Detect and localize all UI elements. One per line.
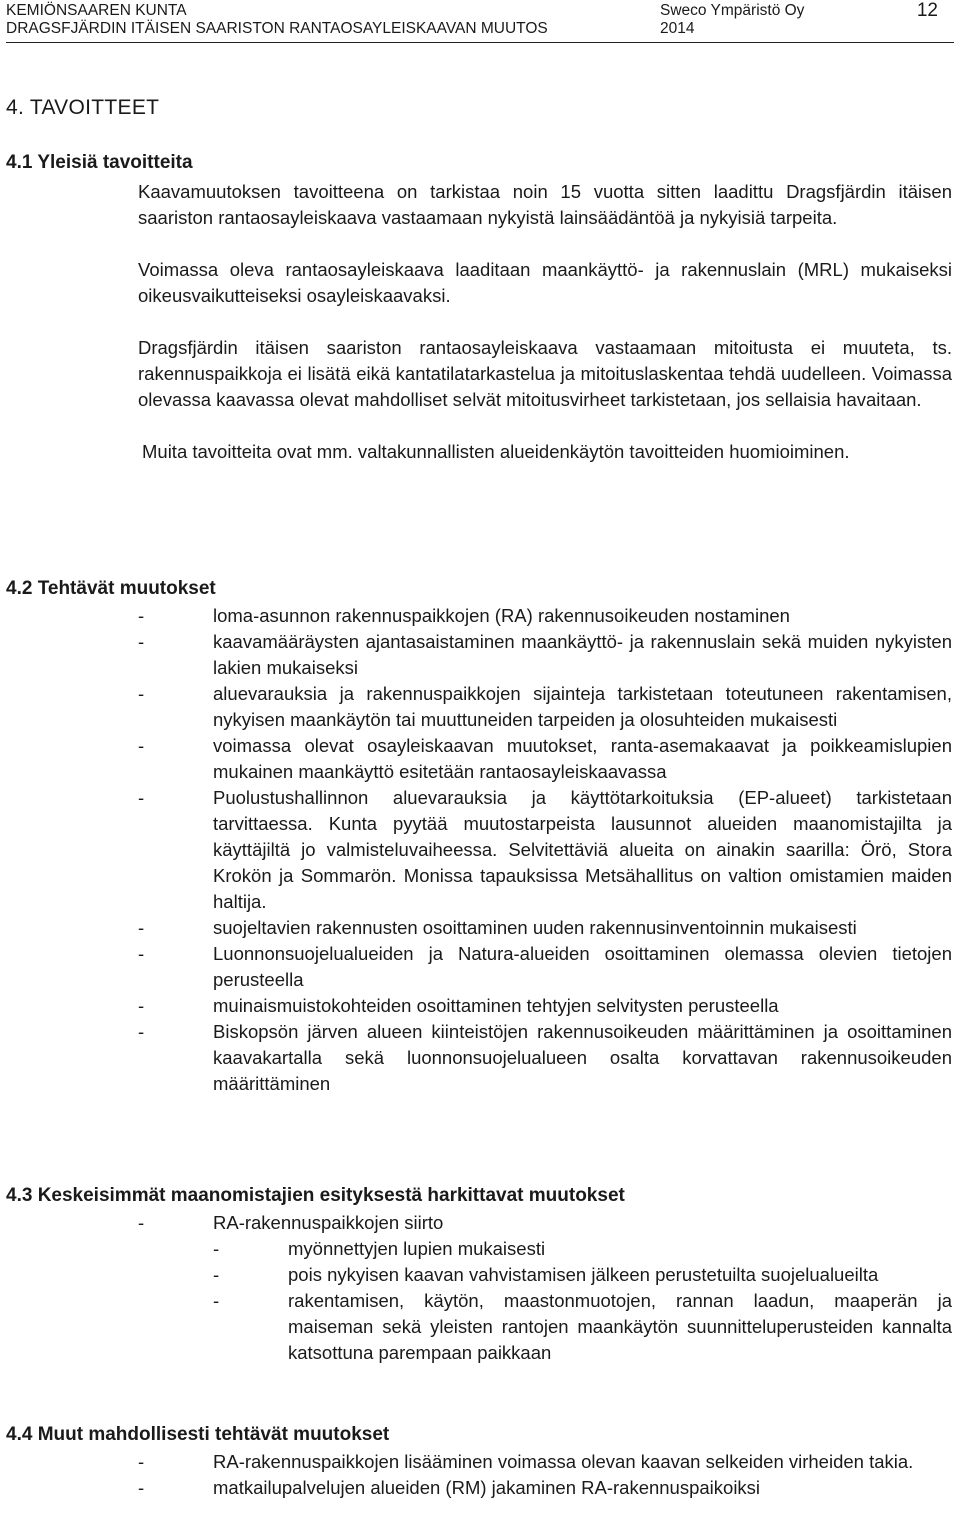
sub-list-item: - rakentamisen, käytön, maastonmuotojen, rannan laadun, maaperän ja maiseman sekä yleisten rantojen maankäytön suunnitteluperusteiden kannalta katsottuna parempaan paikkaan — [213, 1290, 952, 1363]
section-42-list — [138, 603, 952, 1097]
header-center — [660, 2, 804, 38]
section-43-list — [138, 1210, 952, 1366]
page-number: 12 — [916, 0, 938, 21]
header-plan: DRAGSFJÄRDIN ITÄISEN SAARISTON RANTAOSAYLEISKAAVAN MUUTOS — [6, 20, 548, 37]
sub-list — [213, 1236, 952, 1366]
list-item: - Biskopsön järven alueen kiinteistöjen rakennusoikeuden määrittäminen ja osoittaminen kaavakartalla sekä luonnonsuojelualueen osalta korvattavan rakennusoikeuden määrittäminen — [138, 1021, 952, 1094]
list-item: - matkailupalvelujen alueiden (RM) jakaminen RA-rakennuspaikoiksi — [138, 1477, 761, 1498]
list-item: - kaavamääräysten ajantasaistaminen maankäyttö- ja rakennuslain sekä muiden nykyisten lakien mukaiseksi — [138, 631, 952, 678]
list-item: - aluevarauksia ja rakennuspaikkojen sijainteja tarkistetaan toteutuneen rakentamisen, nykyisen maankäytön tai muuttuneiden tarpeiden ja olosuhteiden mukaisesti — [138, 683, 952, 730]
list-item: - RA-rakennuspaikkojen siirto - myönnettyjen lupien mukaisesti - pois nykyisen kaavan vahvistamisen jälkeen perustetuilta suojelualueilta - rakentamisen, käytön, maastonmuotojen, rannan laadun, maaperän ja maiseman sekä yleisten rantojen maankäytön suunnitteluperusteiden kannalta katsottuna parempaan paikkaan — [138, 1210, 952, 1366]
header-rule — [6, 42, 954, 43]
header-left — [6, 2, 548, 38]
section-41-title: 4.1 Yleisiä tavoitteita — [6, 152, 193, 173]
paragraph: Kaavamuutoksen tavoitteena on tarkistaa noin 15 vuotta sitten laadittu Dragsfjärdin itäisen saariston rantaosayleiskaava vastaamaan nykyistä lainsäädäntöä ja nykyisiä tarpeita. — [138, 181, 952, 228]
sub-list-item: - myönnettyjen lupien mukaisesti — [213, 1238, 546, 1259]
header-year: 2014 — [660, 20, 695, 37]
paragraph: Dragsfjärdin itäisen saariston rantaosayleiskaava vastaamaan mitoitusta ei muuteta, ts. rakennuspaikkoja ei lisätä eikä kantatilatarkastelua ja mitoituslaskentaa tehdä uudelleen. Voimassa olevassa kaavassa olevat mahdolliset selvät mitoitusvirheet tarkistetaan, jos sellaisia havaitaan. — [138, 337, 952, 410]
section-44-list — [138, 1449, 952, 1501]
list-item: - loma-asunnon rakennuspaikkojen (RA) rakennusoikeuden nostaminen — [138, 605, 790, 626]
list-item: - muinaismuistokohteiden osoittaminen tehtyjen selvitysten perusteella — [138, 995, 779, 1016]
header-company: Sweco Ympäristö Oy — [660, 2, 805, 19]
section-43-title: 4.3 Keskeisimmät maanomistajien esityksestä harkittavat muutokset — [6, 1185, 625, 1206]
list-item: - Puolustushallinnon aluevarauksia ja käyttötarkoituksia (EP-alueet) tarkistetaan tarvittaessa. Kunta pyytää muutostarpeista lausunnot alueiden maanomistajilta ja käyttäjiltä jo valmisteluvaiheessa. Selvitettäviä alueita on ainakin saarilla: Örö, Stora Krokön ja Sommarön. Monissa tapauksissa Metsähallitus on valtion omistamien maiden haltija. — [138, 787, 952, 912]
section-44-title: 4.4 Muut mahdollisesti tehtävät muutokset — [6, 1424, 390, 1445]
sub-list-item: - pois nykyisen kaavan vahvistamisen jälkeen perustetuilta suojelualueilta — [213, 1264, 879, 1285]
header-org: KEMIÖNSAAREN KUNTA — [6, 2, 187, 19]
paragraph: Voimassa oleva rantaosayleiskaava laaditaan maankäyttö- ja rakennuslain (MRL) mukaiseksi oikeusvaikutteiseksi osayleiskaavaksi. — [138, 259, 952, 306]
section-41-body — [138, 179, 952, 491]
chapter-title: 4. TAVOITTEET — [6, 96, 160, 119]
page-header — [6, 2, 954, 42]
paragraph: Muita tavoitteita ovat mm. valtakunnallisten alueidenkäytön tavoitteiden huomioiminen. — [142, 441, 850, 462]
list-item: - suojeltavien rakennusten osoittaminen uuden rakennusinventoinnin mukaisesti — [138, 917, 857, 938]
section-42-title: 4.2 Tehtävät muutokset — [6, 578, 216, 599]
list-item: - voimassa olevat osayleiskaavan muutokset, ranta-asemakaavat ja poikkeamislupien mukainen maankäyttö esitetään rantaosayleiskaavassa — [138, 735, 952, 782]
list-item: - Luonnonsuojelualueiden ja Natura-alueiden osoittaminen olemassa olevien tietojen perusteella — [138, 943, 952, 990]
list-item: - RA-rakennuspaikkojen lisääminen voimassa olevan kaavan selkeiden virheiden takia. — [138, 1451, 914, 1472]
